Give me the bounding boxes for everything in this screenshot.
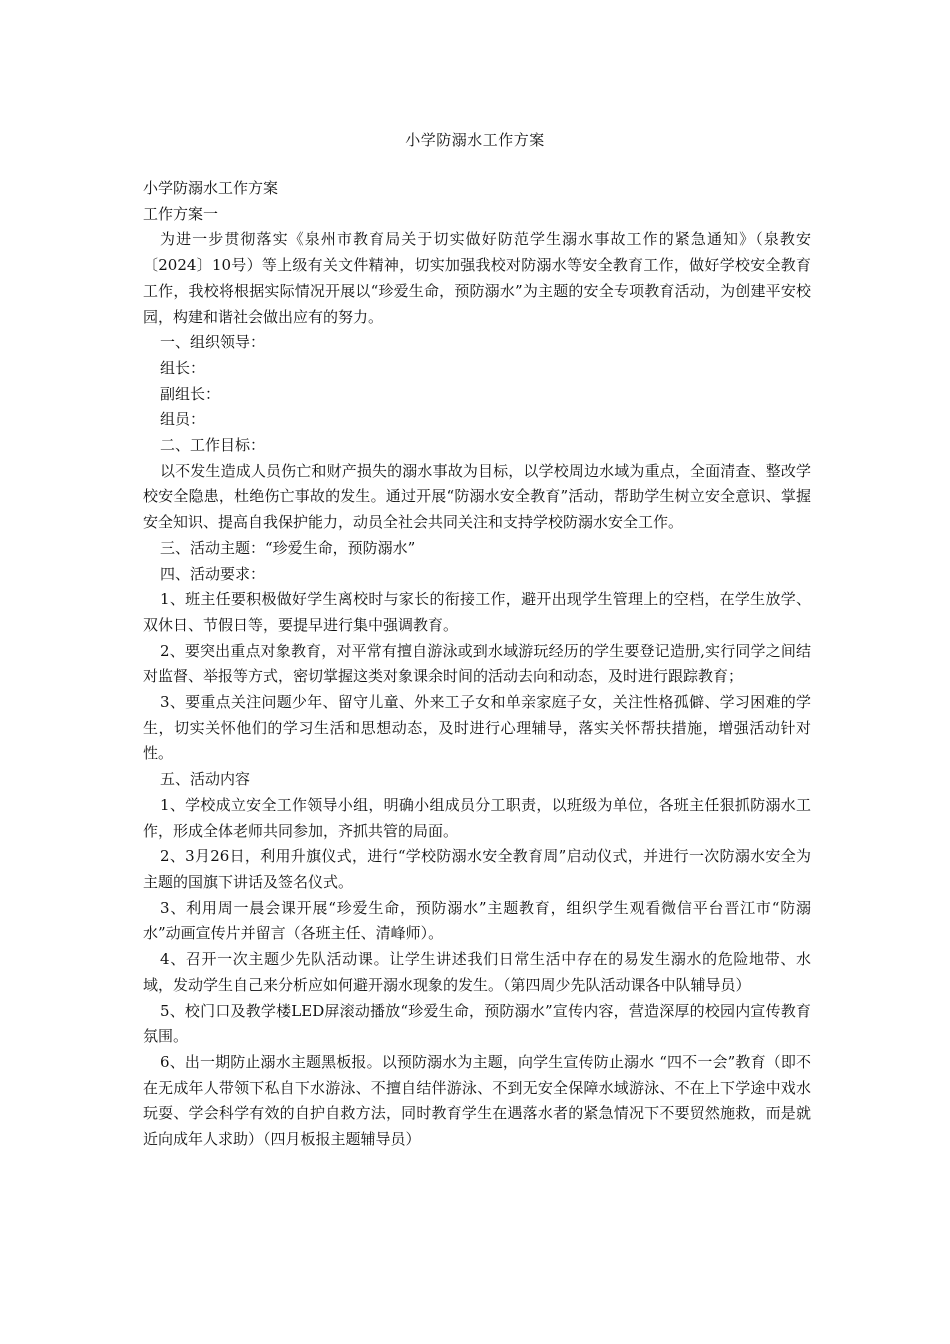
document-body: [143, 176, 811, 1153]
requirement-item: 1、班主任要积极做好学生离校时与家长的衔接工作，避开出现学生管理上的空档，在学生放学、双休日、节假日等，要提早进行集中强调教育。: [143, 590, 811, 634]
activity-item: 1、学校成立安全工作领导小组，明确小组成员分工职责，以班级为单位，各班主任狠抓防溺水工作，形成全体老师共同参加，齐抓共管的局面。: [143, 795, 811, 840]
heading-goal: 二、工作目标：: [160, 436, 266, 455]
activity-item: 4、召开一次主题少先队活动课。让学生讲述我们日常生活中存在的易发生溺水的危险地带、水域，发动学生自己来分析应如何避开溺水现象的发生。（第四周少先队活动课各中队辅导员）: [143, 950, 811, 994]
members-line: 组员：: [160, 410, 206, 429]
goal-paragraph: 以不发生造成人员伤亡和财产损失的溺水事故为目标，以学校周边水域为重点，全面清查、整改学校安全隐患，杜绝伤亡事故的发生。通过开展“防溺水安全教育”活动，帮助学生树立安全意识、掌握安全知识、提高自我保护能力，动员全社会共同关注和支持学校防溺水安全工作。: [143, 461, 811, 532]
intro-paragraph: 为进一步贯彻落实《泉州市教育局关于切实做好防范学生溺水事故工作的紧急通知》（泉教安〔2024〕10号）等上级有关文件精神，切实加强我校对防溺水等安全教育工作，做好学校安全教育工作，我校将根据实际情况开展以“珍爱生命，预防溺水”为主题的安全专项教育活动，为创建平安校园，构建和谐社会做出应有的努力。: [143, 230, 811, 326]
section-label: 工作方案一: [143, 204, 219, 223]
requirement-item: 2、要突出重点对象教育，对平常有擅自游泳或到水域游玩经历的学生要登记造册,实行同学之间结对监督、举报等方式，密切掌握这类对象课余时间的活动去向和动态，及时进行跟踪教育；: [143, 641, 811, 686]
heading-activities: 五、活动内容: [160, 770, 251, 789]
activity-item: 3、利用周一晨会课开展“珍爱生命，预防溺水”主题教育，组织学生观看微信平台晋江市“防溺水”动画宣传片并留言（各班主任、清峰师）。: [143, 898, 811, 943]
heading-requirements: 四、活动要求：: [160, 564, 266, 583]
heading-theme: 三、活动主题：“珍爱生命，预防溺水”: [160, 538, 416, 557]
activity-item: 5、校门口及教学楼LED屏滚动播放“珍爱生命，预防溺水”宣传内容，营造深厚的校园内宣传教育氛围。: [143, 1001, 811, 1046]
document-title: 小学防溺水工作方案: [405, 131, 545, 149]
requirement-item: 3、要重点关注问题少年、留守儿童、外来工子女和单亲家庭子女，关注性格孤僻、学习困难的学生，切实关怀他们的学习生活和思想动态，及时进行心理辅导，落实关怀帮扶措施，增强活动针对性。: [143, 693, 811, 763]
leader-line: 组长：: [160, 358, 206, 377]
activity-item: 2、3月26日，利用升旗仪式，进行“学校防溺水安全教育周”启动仪式，并进行一次防溺水安全为主题的国旗下讲话及签名仪式。: [143, 847, 811, 891]
activity-item: 6、出一期防止溺水主题黑板报。以预防溺水为主题，向学生宣传防止溺水 “四不一会”教育（即不在无成年人带领下私自下水游泳、不擅自结伴游泳、不到无安全保障水域游泳、不在上下学途中戏水玩耍、学会科学有效的自护自救方法，同时教育学生在遇落水者的紧急情况下不要贸然施救，而是就近向成年人求助）（四月板报主题辅导员）: [143, 1052, 811, 1149]
vice-leader-line: 副组长：: [160, 384, 221, 403]
heading-organization: 一、组织领导：: [160, 333, 266, 352]
document-subtitle: 小学防溺水工作方案: [143, 179, 279, 197]
